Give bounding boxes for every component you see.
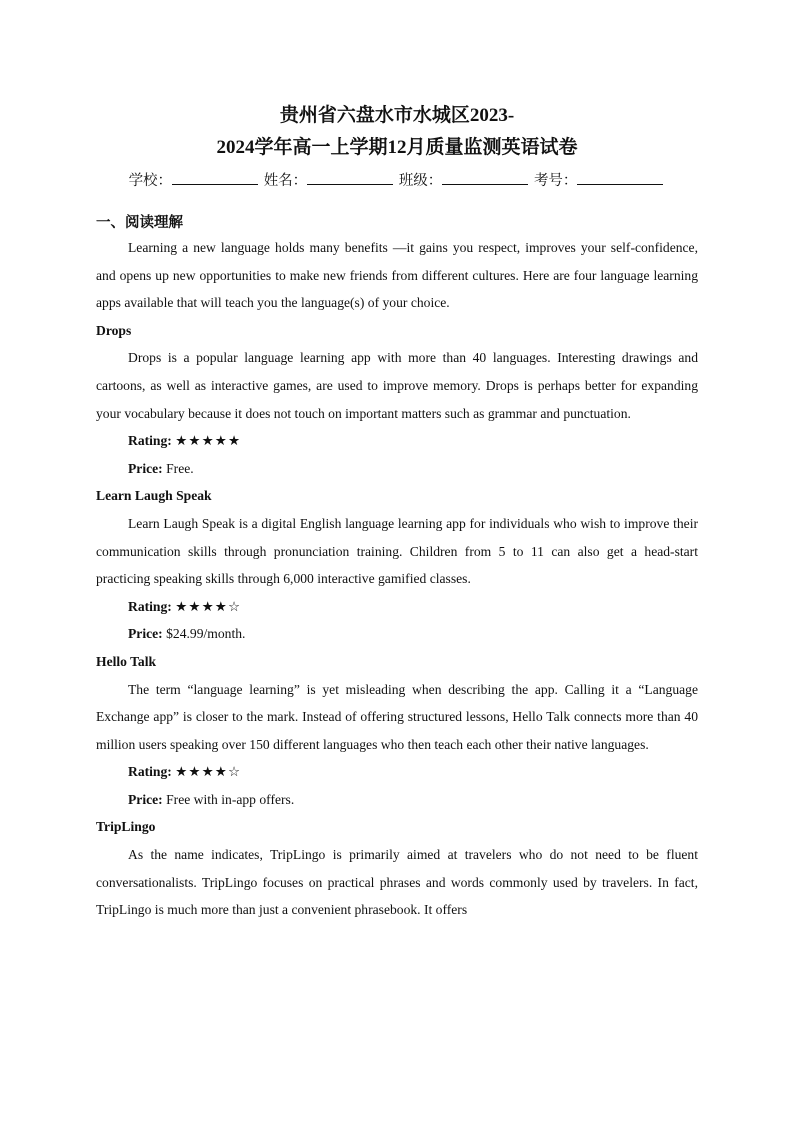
price-line-learn-laugh-speak [96,620,698,648]
rating-label: Rating: [128,433,172,449]
name-blank [307,184,393,185]
app-name-drops: Drops [96,322,132,338]
app-name-learn-laugh-speak: Learn Laugh Speak [96,488,212,504]
price-line-drops [96,455,698,483]
price-label: Price: [128,791,163,807]
app-name-hello-talk: Hello Talk [96,653,157,669]
class-label: 班级： [398,173,443,189]
price-label: Price: [128,626,163,642]
intro-paragraph: Learning a new language holds many benefits —it gains you respect, improves your self-confidence, and opens up new opportunities to make new friends from different cultures. Here are four language learning apps available that will teach you the language(s) of your choice. [96,240,698,311]
rating-stars: ★★★★★ [175,433,242,449]
price-value: $24.99/month. [166,626,246,642]
rating-label: Rating: [128,764,172,780]
rating-line-drops [96,427,698,455]
app-description-hello-talk: The term “language learning” is yet misleading when describing the app. Calling it a “Language Exchange app” is closer to the mark. Instead of offering structured lessons, Hello Talk connects more than 40 million users speaking over 150 different languages who then teach each other their native languages. [96,681,698,752]
app-description-drops: Drops is a popular language learning app with more than 40 languages. Interesting drawings and cartoons, as well as interactive games, are used to improve memory. Drops is perhaps better for expanding your vocabulary because it does not touch on important matters such as grammar and punctuation. [96,350,698,421]
price-value: Free with in-app offers. [166,791,295,807]
school-label: 学校： [128,173,173,189]
price-label: Price: [128,460,163,476]
rating-stars: ★★★★☆ [175,764,242,780]
title-line-1: 贵州省六盘水市水城区2023- [279,105,515,126]
app-name-triplingo: TripLingo [96,819,156,835]
app-description-triplingo: As the name indicates, TripLingo is primarily aimed at travelers who do not need to be fluent conversationalists. TripLingo focuses on practical phrases and words commonly used by travelers. In fact, TripLingo is much more than just a convenient phrasebook. It offers [96,847,698,918]
student-info-row [96,170,698,192]
section-title: 一、阅读理解 [96,215,183,231]
exam-number-blank [577,184,663,185]
name-label: 姓名： [263,173,308,189]
rating-line-learn-laugh-speak [96,593,698,621]
title-line-2: 2024学年高一上学期12月质量监测英语试卷 [216,137,578,158]
rating-label: Rating: [128,598,172,614]
rating-stars: ★★★★☆ [175,598,242,614]
rating-line-hello-talk [96,758,698,786]
app-description-learn-laugh-speak: Learn Laugh Speak is a digital English language learning app for individuals who wish to improve their communication skills through pronunciation training. Children from 5 to 11 can also get a head-start practicing speaking skills through 6,000 interactive gamified classes. [96,515,698,587]
class-blank [442,184,528,185]
exam-number-label: 考号： [533,173,578,189]
school-blank [172,184,258,185]
price-line-hello-talk [96,786,698,814]
price-value: Free. [166,460,194,476]
